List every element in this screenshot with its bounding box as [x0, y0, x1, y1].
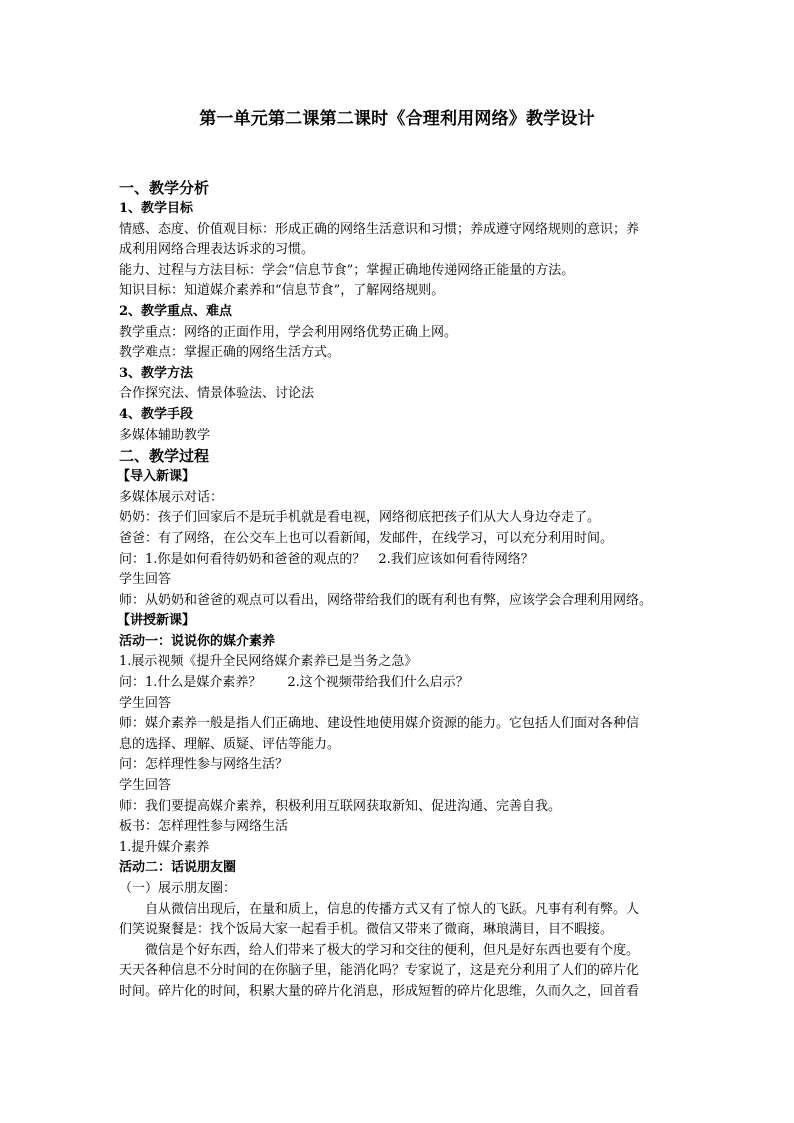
subsection-heading: 活动一：说说你的媒介素养 — [119, 633, 276, 649]
section-heading: 一、教学分析 — [119, 179, 210, 197]
section-heading: 二、教学过程 — [119, 447, 210, 466]
text-line: 合作探究法、情景体验法、讨论法 — [119, 386, 315, 402]
text-line: 息的选择、理解、质疑、评估等能力。 — [119, 736, 341, 752]
text-line: 学生回答 — [119, 695, 172, 711]
subsection-heading: 4、教学手段 — [119, 406, 194, 422]
text-line: 多媒体展示对话： — [119, 489, 224, 505]
document-title: 第一单元第二课第二课时《合理利用网络》教学设计 — [199, 109, 595, 129]
text-line: 学生回答 — [119, 778, 172, 794]
text-line: 板书：怎样理性参与网络生活 — [119, 819, 289, 835]
text-line: 爸爸：有了网络，在公交车上也可以看新闻，发邮件，在线学习，可以充分利用时间。 — [119, 530, 614, 546]
subsection-heading: 活动二：话说朋友圈 — [119, 860, 237, 876]
text-line: 1.提升媒介素养 — [119, 839, 210, 855]
subsection-heading: 2、教学重点、难点 — [119, 303, 233, 319]
subsection-heading: 3、教学方法 — [119, 365, 194, 381]
text-line: 知识目标：知道媒介素养和“信息节食”，了解网络规则。 — [119, 283, 445, 299]
text-line: 们笑说聚餐是：找个饭局大家一起看手机。微信又带来了微商，琳琅满目，目不暇接。 — [119, 922, 614, 938]
text-line: 教学重点：网络的正面作用，学会利用网络优势正确上网。 — [119, 324, 458, 340]
text-line: 天天各种信息不分时间的在你脑子里，能消化吗？专家说了，这是充分利用了人们的碎片化 — [119, 963, 640, 979]
text-line: 问：1.你是如何看待奶奶和爸爸的观点的？ 2.我们应该如何看待网络？ — [119, 551, 534, 567]
text-line: 问：1.什么是媒介素养？ 2.这个视频带给我们什么启示？ — [119, 675, 469, 691]
text-line: 微信是个好东西，给人们带来了极大的学习和交往的便利，但凡是好东西也要有个度。 — [145, 942, 640, 958]
text-line: 情感、态度、价值观目标：形成正确的网络生活意识和习惯；养成遵守网络规则的意识；养 — [119, 221, 640, 237]
text-line: 教学难点：掌握正确的网络生活方式。 — [119, 345, 341, 361]
text-line: 自从微信出现后，在量和质上，信息的传播方式又有了惊人的飞跃。凡事有利有弊。人 — [145, 901, 640, 917]
document-body — [119, 178, 679, 1003]
text-line: （一）展示朋友圈： — [119, 881, 237, 896]
text-line: 时间。碎片化的时间，积累大量的碎片化消息，形成短暂的碎片化思维，久而久之，回首看 — [119, 983, 640, 999]
text-line: 学生回答 — [119, 572, 172, 588]
text-line: 奶奶：孩子们回家后不是玩手机就是看电视，网络彻底把孩子们从大人身边夺走了。 — [119, 510, 601, 526]
subsection-heading: 1、教学目标 — [119, 201, 194, 216]
text-line: 问：怎样理性参与网络生活？ — [119, 757, 289, 773]
text-line: 成利用网络合理表达诉求的习惯。 — [119, 242, 315, 258]
text-line: 师：从奶奶和爸爸的观点可以看出，网络带给我们的既有利也有弊，应该学会合理利用网络。 — [119, 592, 653, 608]
text-line: 能力、过程与方法目标：学会“信息节食”；掌握正确地传递网络正能量的方法。 — [119, 262, 575, 278]
text-line: 师：我们要提高媒介素养，积极利用互联网获取新知、促进沟通、完善自我。 — [119, 798, 562, 814]
text-line: 1.展示视频《提升全民网络媒介素养已是当务之急》 — [119, 654, 418, 670]
subsection-heading: 【导入新课】 — [117, 469, 196, 485]
subsection-heading: 【讲授新课】 — [117, 613, 196, 629]
text-line: 师：媒介素养一般是指人们正确地、建设性地使用媒介资源的能力。它包括人们面对各种信 — [119, 716, 640, 732]
text-line: 多媒体辅助教学 — [119, 427, 211, 443]
